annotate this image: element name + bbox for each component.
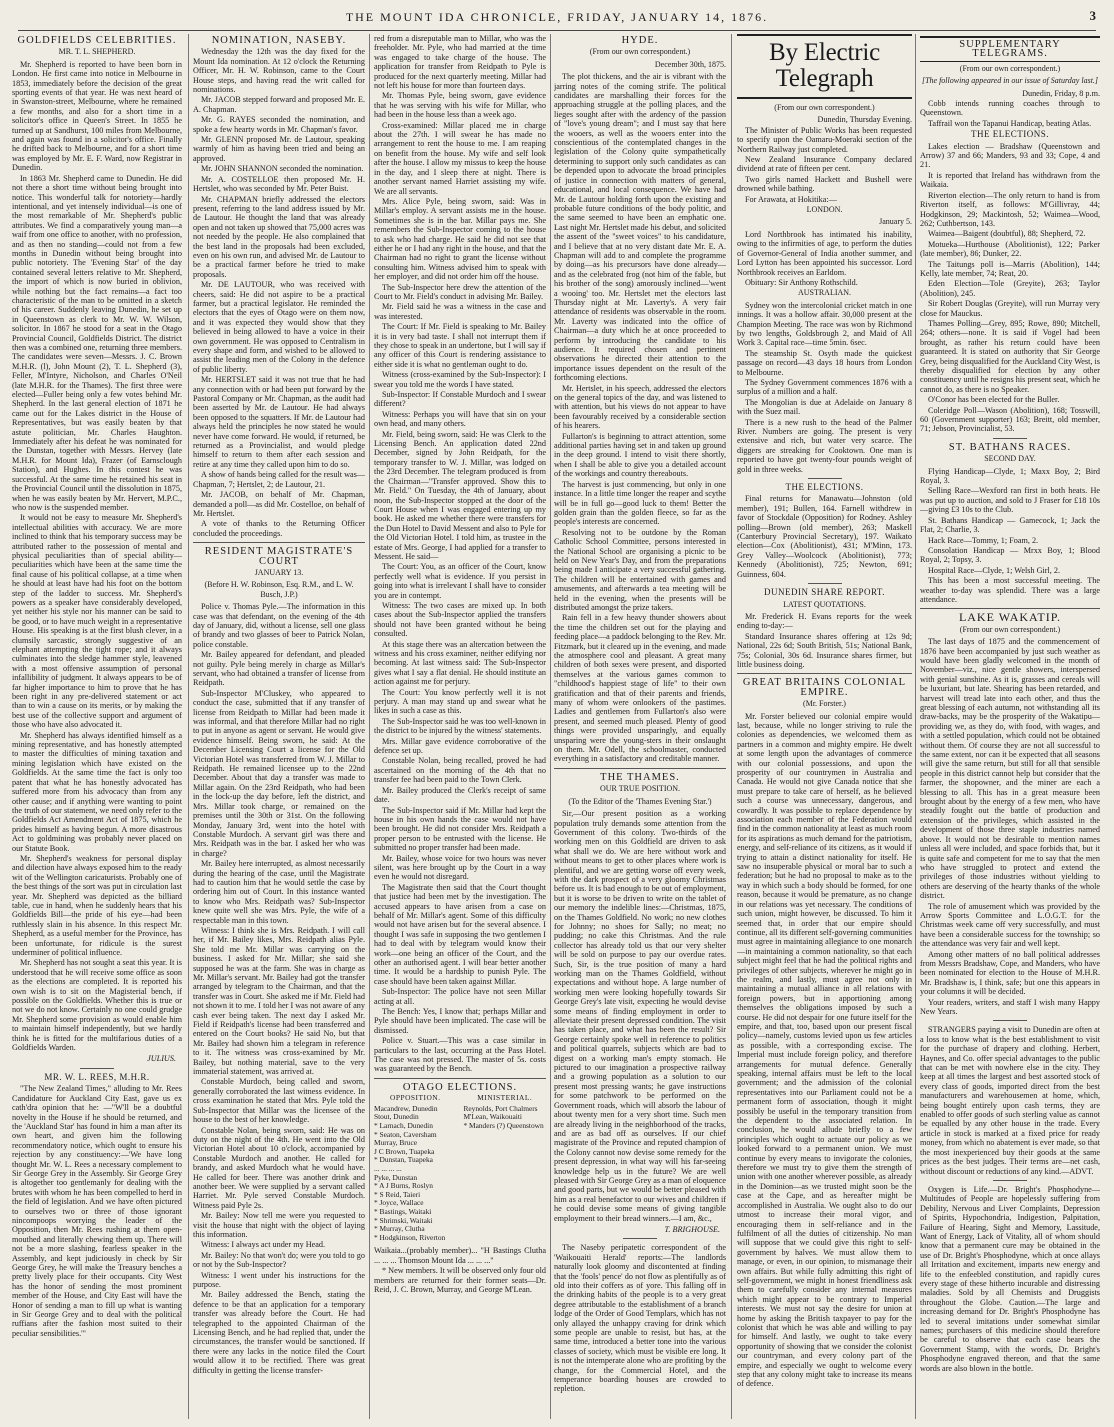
paragraph: The plot thickens, and the air is vibrant with the jarring notes of the coming strife. The political candidates are marshalling their forces for the approaching struggle at the polling places, and the lieges sought after with the ardency of the passion of "love's young dream"; and I must say that here the wooers, as well as the wooers enter into the conscientious of the contemplated changes in the legislation of the Colony quite sympathetically determining to support only such candidates as can be depended upon to advocate the broad principles of justice in connection with matters of general, educational, and local consequence. We have had Mr. de Lautour holding forth upon the existing and probable future conditions of the body politic, and the same seemed to have been an emphatic one. Last night Mr. Hertslet made his debut, and solicited the assent of the "sweet voices" to his candidature, and I believe that at no very distant date Mr. E. A. Chapman will add to and complete the programme by doing—as his precursors have done already—and as the celebrated frog (not him of the fable, but his brother of the song) amorously inclined—'went a wooing' too. Mr. Hertslet met the electors last Thursday night at Mr. Laverty's. A very fair attendance of residents was observable in the room. Mr. Laverty was indicated into the office of Chairman—a duty which he at once proceeded to perform by introducing the candidate to his audience. It required chosen and pertinent observations he directed their attention to the importance issues dependent on the result of the forthcoming elections. bbox=[554, 72, 726, 383]
divider bbox=[80, 1068, 114, 1069]
table-header: OPPOSITION. bbox=[390, 1093, 441, 1103]
article-subheading: LATEST QUOTATIONS. bbox=[783, 599, 866, 609]
paragraph: Sir Robert Douglas (Greyite), will run Murray very close for Mauckus. bbox=[920, 299, 1100, 318]
paragraph: Mr. JACOB stepped forward and proposed Mr. E. A. Chapman. bbox=[193, 95, 365, 114]
paragraph: St. Bathans Handicap — Gamecock, 1; Jack the Flat, 2; Charlie, 3. bbox=[920, 515, 1100, 535]
paragraph: Mr. Bailey appeared for defendant, and pleaded not guilty. Pyle being merely in charge as Millar's servant, who had obtained a transfer of license from Reidpath. bbox=[193, 650, 365, 688]
paragraph: The Sub-Inspector said if Mr. Millar had kept the house in his own hands the case would not have been brought. He did not consider Mrs. Reidpath a proper person to be entrusted with the license. He submitted no proper transfer had been made. bbox=[374, 805, 546, 853]
article-source: (From our own correspondent.) bbox=[959, 624, 1061, 634]
paragraph: Fullarton's is beginning to attract attention, some additional parties having set in and taken up ground in the deep ground. I intend to visit there shortly, when I shall be able to give you a detailed account of the workings and country thereabouts. bbox=[554, 431, 726, 479]
paragraph: The Naseby peripatetic correspondent of the 'Waikouaiti Herald' reports:—The landlords naturally look gloomy and discontented at finding that the 'fools' pence' do not flow as plentifully as of old into their coffers as of yore. This falling off in the drinking habits of the people is to a very great degree attributable to the establishment of a branch lodge of the Order of Good Templars, which has not only allayed the unhappy craving for drink which some people are unable to resist, but has, at the same time, introduced a better tone into the various classes of society, which must be visible ere long. It is not the intemperate alone who are profiting by the change, for the Commercial Hotel, and the temperance boarding houses are crowded to repletion. bbox=[554, 1243, 726, 1394]
table-row: * A J Burns, Roslyn bbox=[374, 1181, 433, 1191]
article-heading-hyde: HYDE. bbox=[621, 35, 659, 46]
table-header: MINISTERIAL. bbox=[477, 1093, 533, 1103]
paragraph: Lord Northbrook has intimated his inability, owing to the infirmities of age, to perform the duties of Governor-General of India another summer, and Lord Lytton has been appointed his successor. Lord Northbrook receives an Earldom. bbox=[737, 229, 912, 277]
article-subheading: (To the Editor of the 'Thames Evening Star.') bbox=[568, 796, 712, 806]
table-row: * Hodgkinson, Riverton bbox=[374, 1232, 446, 1242]
divider bbox=[374, 1078, 546, 1079]
paragraph: Selling Race—Wexford ran first in both heats. He was put up to auction, and sold to J Fraser for £18 10s—giving £3 10s to the Club. bbox=[920, 486, 1100, 515]
divider bbox=[993, 438, 1027, 439]
paragraph: Constable Nolan, being recalled, proved he had ascertained on the morning of the 4th that no transfer fee had been paid to the Town Clerk. bbox=[374, 756, 546, 785]
column-divider bbox=[550, 34, 551, 1419]
paragraph: The harvest is just commencing, but only in one instance. In a little time longer the reaper and scythe will be in full go—good luck to them! Better the golden grain than the golden fleece, so far as the people's interests are concerned. bbox=[554, 479, 726, 527]
article-heading-goldfields: GOLDFIELDS CELEBRITIES. bbox=[17, 35, 177, 46]
newspaper-title: THE MOUNT IDA CHRONICLE, FRIDAY, JANUARY 14, 1876. bbox=[345, 10, 769, 24]
paragraph: Motueka—Hurthouse (Abolitionist), 122; Parker (late member), 86; Dunker, 22. bbox=[920, 239, 1100, 259]
article-source: (From our own correspondent.) bbox=[589, 47, 691, 57]
paragraph: The Sydney Government commences 1876 with a surplus of a million and a half. bbox=[737, 377, 912, 397]
paragraph: Mr. Shepherd has not sought a seat this year. It is understood that he will receive some office as soon as the elections are completed. It is reported his own wish is to sit on the Magisterial bench, if possible on the Goldfields. Whether this is true or not we do not know. Certainly no one could grudge Mr. Shepherd some provision as would enable him to maintain himself independently, but we hardly think he is fitted for the multifarious duties of a Goldfields Warden. bbox=[12, 958, 182, 1053]
paragraph: red from a disreputable man to Millar, who was the freeholder. Mr. Pyle, who had married at the time was engaged to take charge of the house. The application for transfer from Reidpath to Pyle is produced for the next quarterly meeting. Millar had not left his house for more than fourteen days. bbox=[374, 34, 546, 91]
table-row: Pyke, Dunstan bbox=[374, 1172, 418, 1182]
paragraph: O'Conor has been elected for the Buller. bbox=[928, 395, 1060, 405]
article-date: JANUARY 13. bbox=[254, 567, 304, 577]
paragraph: Mr. HERTSLET said it was not true that he had any connection with or had been put forward by the Pastoral Company or Mr. Chapman, as the audit had been asserted by Mr. de Lautour. He had always been opposed to the squatters. If Mr. de Lautour had always held the principles he now stated he would never have come forward. He would, if returned, be returned as a Provincialist, and would pledge himself to return to them after each session and retire at any time they called upon him to do so. bbox=[193, 375, 365, 469]
paragraph: Mr. GLENN proposed Mr. de Lautour, speaking warmly of him as having been tried and being an approved. bbox=[193, 135, 365, 163]
paragraph: Sub-Inspector: The police have not seen Millar acting at all. bbox=[374, 987, 546, 1006]
column-5 bbox=[737, 34, 912, 1419]
paragraph: Hospital Race—Clyde, 1; Welsh Girl, 2. bbox=[928, 565, 1060, 575]
table-row: * Larnach, Dunedin bbox=[374, 1121, 433, 1131]
paragraph: Mr. Hertslet, in his speech, addressed the electors on the general topics of the day, and was listened to with attention, but his views do not appear to have been favourably received by a considerable section of his hearers. bbox=[554, 383, 726, 431]
opposition-column bbox=[374, 1094, 457, 1242]
paragraph: Constable Murdoch, being called and sworn, generally corroborated the last witness evidence. In cross examination he stated that Mrs. Pyle told the Sub-Inspector that Millar was the licensee of the house to the best of her knowledge. bbox=[193, 1077, 365, 1125]
paragraph: Waimea—Baigent (doubtful), 88; Shepherd, 72. bbox=[928, 229, 1086, 239]
table-row: Reynolds, Port Chalmers bbox=[463, 1103, 538, 1113]
article-subheading: OUR TRUE POSITION. bbox=[599, 784, 681, 794]
section-label-london: LONDON. bbox=[806, 205, 843, 215]
paragraph: Sub-Inspector M'Cluskey, who appeared to conduct the case, submitted that if any transfer of license from Reidpath to Millar had been made it was informal, and that therefore Millar had no right to put in anyone as agent or servant. He would give evidence himself. Being sworn, he said: At the December Licensing Court a license for the Old Victorian Hotel was transferred from W. J. Millar to Reidpath. He remained licensee up to the 22nd December. About that day a transfer was made to Millar again. On the 23rd Reidpath, who had been in the lock-up the day before, left the district, and Mrs. Millar took charge, or remained on the premises until the 30th or 31st. On the following Monday, January 3rd, went into the hotel with Constable Murdoch. A servant girl was there and Mrs. Reidpath was in the bar. I asked her who was in charge? bbox=[193, 688, 365, 858]
paragraph: Witness: The two cases are mixed up. In both cases about the Sub-Inspector applied the transfers should not have been granted without he being consulted. bbox=[374, 600, 546, 639]
paragraph: Mr. Bailey, whose voice for two hours was never silent, was here brought up by the Court in a way even he would not disregard. bbox=[374, 853, 546, 882]
paragraph: Mr. JACOB, on behalf of Mr. Chapman, demanded a poll—as did Mr. Costelloe, on behalf of Mr. Hertslet. bbox=[193, 490, 365, 518]
column-1 bbox=[12, 34, 182, 1419]
divider bbox=[920, 608, 1100, 609]
paragraph: Mr. Bailey addressed the Bench, stating the defence to be that an application for a temporary transfer was already before the Court. He had telegraphed to the appointed Chairman of the Licensing Bench, and he had replied that, under the circumstances, the transfer would be sanctioned. If there were any lacks in the notice filed the Court would allow it to be rectified. There was great difficulty in getting the license transfer- bbox=[193, 1290, 365, 1375]
divider bbox=[993, 1020, 1027, 1021]
paragraph: Coleridge Poll—Wason (Abolition), 168; Tosswill, 60 (Government supporter) 163; Breitt, old member, 71; Jebson, Provincialist, 53. bbox=[920, 405, 1100, 434]
paragraph: Resolving not to be outdone by the Roman Catholic School Committee, persons interested in the National School are organising a picnic to be held on New Year's Day, and from the preparations being made I anticipate a very successful gathering. The children will be entertained with games and amusements, and afterwards a tea meeting will be held in the evening, when the presents will be distributed amongst the prize takers. bbox=[554, 527, 726, 612]
table-note: * New members. It will be observed only four old members are returned for their former seats—Dr. Reid, J. C. Brown, Murray, and George M'Lean. bbox=[374, 1266, 546, 1294]
table-row: * Murray, Clutha bbox=[374, 1224, 425, 1234]
paragraph: Mr. A. COSTELLOE then proposed Mr. H. Hertslet, who was seconded by Mr. Peter Buist. bbox=[193, 174, 365, 194]
article-note: [The following appeared in our issue of Saturday last.] bbox=[921, 76, 1099, 86]
paragraph: Sir,—Our present position as a working population truly demands some attention from the Government of this colony. Two-thirds of the working men on this Goldfield are driven to ask what shall we do. We are here without work and without means to get to other places where work is plentiful, and we are getting worse off every week, with the dark prospect of a very gloomy Christmas before us. It is bad enough to be out of employment, but it is worse to be driven to write on the tablet of our memory the indelible lines:—Christmas, 1875, on the Thames Goldfield. No work; no new clothes for Johnny; no shoes for Sally; no meat; no pudding; no cake this Christmas. And the rule collector has already told us that our very shelter will be sold on purpose to pay our overdue rates. Such, Sir, is the true position of many a hard working man on the Thames Goldfield, without expectations and without hope. A large number of working men were looking hopefully towards Sir George Grey's late visit, expecting he would devise some means of finding employment in order to alleviate their present depressed condition. The visit has taken place, and what has been the result? Sir George certainly spoke well in reference to politics and political quarrels, subjects which are bad to digest on a working man's empty stomach. He pictured to our imagination a prospective railway and a growing population as a solution to our present most pressing wants; he gave instructions for some patchwork to be performed on the Government roads, which will absorb the labour of about twenty men for a very short time. Such men are already living in the neighborhood of the tracks, and are as bad off as ourselves. If our chief magistrate of the Province and reputed champion of the Colony cannot now devise some remedy for the present depression, in what way will his far-seeing knowledge help us in the future? We are well pleased with Sir George Grey as a man of eloquence and good parts, but we would be better pleased with him as a real benefactor to our wives and children if he could devise some means of giving tangible employment to their bread winners.—I am, &c., bbox=[554, 809, 726, 1223]
article-heading-nomination: NOMINATION, NASEBY. bbox=[211, 35, 347, 46]
table-row: M'Lean, Waikouaiti bbox=[463, 1112, 522, 1122]
paragraph: Riverton election—The only return to hand is from Riverton itself, as follows: M'Gillivray, 44; Hodgkinson, 29; Mackintosh, 52; Waimea—Wood, 262; Cuthbertson, 143. bbox=[920, 190, 1100, 228]
paragraph: There is a new rush to the head of the Palmer River. Numbers are going. The present is very extensive and rich, but water very scarce. The diggers are streaking for Cooktown. One man is reported to have got twenty-four pounds weight of gold in three weeks. bbox=[737, 417, 912, 474]
paragraph: Lakes election — Bradshaw (Queenstown and Arrow) 37 and 66; Manders, 93 and 33; Cope, 4 and 21. bbox=[920, 141, 1100, 170]
paragraph: Mr. CHAPMAN briefly addressed the electors present, referring to the land address issued by Mr. de Lautour. He thought the land that was already open and not taken up showed that 75,000 acres was not needed by the people. He also complained that the best land in the proposals had been excluded, even on his own run, and advised Mr. de Lautour to be a practical farmer before he tried to make proposals. bbox=[193, 194, 365, 279]
paragraph: The Minister of Public Works has been requested to specify upon the Oamaru-Moeraki section of the Northern Railway just completed. bbox=[737, 125, 912, 154]
article-heading-share-report: DUNEDIN SHARE REPORT. bbox=[763, 587, 886, 598]
paragraph: Police v. Thomas Pyle.—The information in this case was that defendant, on the evening of the 4th day of January, did, without a license, sell one glass of brandy and two glasses of beer to Patrick Nolan, police constable. bbox=[193, 602, 365, 649]
dateline: Dunedin, Thursday Evening. bbox=[817, 115, 912, 125]
paragraph: It would not be easy to measure Mr. Shepherd's intellectual abilities with accuracy. We are more inclined to think that his temporary success may be attributed rather to the possession of mental and physical peculiarities than of special ability—peculiarities which have been at the same time the final cause of his political collapse, at a time when he should at least have had his foot on the bottom step of the ladder to success. Mr. Shepherd's powers as a speaker have considerably developed, yet neither his style nor his manner can be said to be good, or to have much weight in a representative House. His speaking is at the first blush clever, in a clumsily sarcastic, strongly suggestive of an elephant attempting the tight rope; and it always culminates into the sledge hammer style, leavened with a most offensive assumption of personal infallibility of judgment. It always appears to be of far higher importance to him to prove that he has been right in any pre-delivered statement or act than to win a cause on its merits, or by making the best use of the collective support and argument of those who have also advocated it. bbox=[12, 513, 182, 730]
table-row: * Seaton, Caversham bbox=[374, 1129, 437, 1139]
paragraph: Witness: I think she is Mrs. Reidpath. I will call her, if Mr. Bailey likes, Mrs. Reidpath alias Pyle. She told me Mr. Millar was carrying on the business. I asked for Mr. Millar; she said she supposed he was at the farm. She was in charge as Mr. Millar's servant. Mr. Bailey had got the transfer arranged by telegram to the Chairman, and that the transfer was in Court. She asked me if Mr. Field had not shown it to me. I told her I was not aware of any cash ever being taken. The next day I asked Mr. Field if Reidpath's license had been transferred and entered on the Court books? He said No, but that Mr. Bailey had shown him a telegram in reference to it. The witness was cross-examined by Mr. Bailey, but nothing material, save to the very immaterial statement, was arrived at. bbox=[193, 925, 365, 1077]
table-row: Stout, Dunedin bbox=[374, 1112, 419, 1122]
paragraph: Flying Handicap—Clyde, 1; Maxx Boy, 2; Bird Royal, 3. bbox=[920, 466, 1100, 486]
table-row: * Manders (?) Queenstown bbox=[463, 1121, 544, 1131]
column-divider bbox=[188, 34, 189, 1419]
paragraph: Mr. JOHN SHANNON seconded the nomination. bbox=[201, 164, 364, 174]
paragraph: Mr. G. RAYES seconded the nomination, and spoke a few hearty words in Mr. Chapman's favor. bbox=[193, 115, 365, 134]
paragraph: Mr. Bailey produced the Clerk's receipt of same date. bbox=[374, 785, 546, 805]
paragraph: A vote of thanks to the Returning Officer concluded the proceedings. bbox=[193, 519, 365, 538]
divider bbox=[193, 542, 365, 543]
paragraph: Obituary: Sir Anthony Rothschild. bbox=[745, 277, 858, 287]
paragraph: The steamship St. Osyth made the quickest passage on record—43 days 18 hours from London to Melbourne. bbox=[737, 348, 912, 377]
column-4 bbox=[554, 34, 726, 1419]
paragraph: Thames Polling—Grey, 895; Rowe, 890; Mitchell, 264; others—none. It is said if Vogel had been brought, as rather his return could have been guaranteed. It is stated on authority that Sir George Grey, being disqualified for the Auckland City West, is thereby disqualified for election by any other constituency until he resigns his present seat, which he cannot do, as there is no Speaker. bbox=[920, 318, 1100, 394]
paragraph: The Sub-Inspector here drew the attention of the Court to Mr. Field's conduct in advising Mr. Bailey. bbox=[374, 282, 546, 301]
paragraph: Mrs. Millar gave evidence corroborative of the defence set up. bbox=[374, 736, 546, 756]
paragraph: The role of amusement which was provided by the Arrow Sports Committee and L.O.G.T. for the Christmas week came off very successfully, and must have been a considerable success for the township; so the attendance was very fair and well kept. bbox=[920, 901, 1100, 949]
paragraph: At this stage there was an altercation between the witness and his cross examiner, neither edifying nor becoming. At last witness said: The Sub-Inspector gives what I say a flat denial. He should institute an action against me for perjury. bbox=[374, 639, 546, 687]
signature: JULIUS. bbox=[147, 1054, 176, 1064]
paragraph: Your readers, writers, and staff I wish many Happy New Years. bbox=[920, 997, 1100, 1016]
column-2 bbox=[193, 34, 365, 1419]
paragraph: Witness: I went under his instructions for the purpose. bbox=[193, 1270, 365, 1289]
paragraph: The Court: If Mr. Field is speaking to Mr. Bailey it is in very bad taste. I shall not interrupt them if they chose to speak in an undertone, but I will say if any officer of this Court is rendering assistance to either side it is what no gentleman ought to do. bbox=[374, 322, 546, 369]
article-heading-elections: THE ELECTIONS. bbox=[971, 129, 1049, 140]
paragraph: Mr. Bailey here interrupted, as almost necessarily during the hearing of the case, until the Magistrate had to caution him that he would settle the case by ordering him out of Court. In this instance wanted to know who Mrs. Reidpath was? Sub-Inspector knew quite well she was Mrs. Pyle, the wife of a respectable man in this town. bbox=[193, 859, 365, 925]
paragraph: The Court: You know perfectly well it is not perjury. A man may stand up and swear what he likes in such a case as this. bbox=[374, 687, 546, 716]
paragraph: Mr. Bailey: Now tell me were you requested to visit the house that night with the object of laying this information. bbox=[193, 1211, 365, 1239]
paragraph: A show of hands being called for the result was—Chapman, 7; Hertslet, 2; de Lautour, 21. bbox=[193, 470, 365, 489]
paragraph: The Taitungs poll is—Marris (Abolition), 144; Kelly, late member, 74; Reat, 20. bbox=[920, 259, 1100, 278]
paragraph: Final returns for Manawatu—Johnston (old member), 191; Bullen, 164. Farnell withdrew in favor of Stockdale (Opposition) for Rodney. Ashley polling—Brown (old member), 263; Maskell (Canterbury Provincial Secretary), 197. Waikato election—Cox (Abolitionist), 431; M'Minn, 173. Grey Valley—Woolcock (Abolitionist), 773; Kennedy (Abolitionist), 725; Newton, 691; Guinness, 604. bbox=[737, 494, 912, 579]
paragraph: It is reported that Ireland has withdrawn from the Waikaia. bbox=[920, 170, 1100, 190]
divider bbox=[737, 673, 912, 674]
paragraph: Constable Nolan, being sworn, said: He was on duty on the night of the 4th. He went into the Old Victorian Hotel about 10 o'clock, accompanied by Constable Murdoch and another. He called for brandy, and asked Murdoch what he would have. He called for beer. There was another drink and another beer. We were supplied by a servant called Harriet. Mr. Pyle served Constable Murdoch. Witness paid Pyle 2s. bbox=[193, 1125, 365, 1210]
paragraph: Rain fell in a few heavy thunder showers about the time the children set out for the playing and feeding place—a paddock belonging to the Rev. Mr. Fitzmark, but it cleared up in the evening, and made the atmosphere cool and pleasant. A great many children of both sexes were present, and disported themselves at the various games common to "childhood's happiest stage of life" to their own gratification and that of their parents and friends, many of whom were onlookers of the pastimes. Ladies and gentlemen from Fullarton's also were present, and seemed much pleased. Plenty of good things were provided unsparingly, and equally unsparing were the young-sters in their onslaught on them. Mr. Odell, the schoolmaster, conducted everything in a satisfactory and creditable manner. bbox=[554, 613, 726, 764]
paragraph: Witness: I always act under my Head. bbox=[201, 1240, 326, 1250]
paragraph: "The New Zealand Times," alluding to Mr. Rees Candidature for Auckland City East, gave us ex cath'dra opinion that he: —"W'll be a doubtful novelty in the House if he should be returned, and the 'Auckland Star' has found in him a man after its own heart, and given him the following recommendatory notice, which ought to ensure his rejection by any constituency:—'We have long thought Mr. W. L. Rees a necessary complement to Sir George Grey in the Assembly. Sir George Grey is altogether too gentlemanly for dealing with the brutes with whom he has been compelled to herd in the field of legislation. And we have often pictured to ourselves two or three of those ignorant nincompoops worrying the leader of the Opposition, then Mr. Rees rushing at them open-mouthed and literally chewing them up. There will not be a more slashing, fearless speaker in the Assembly, and kept judiciously in check by Sir George Grey, he will make the Treasury benches a pretty lively place for their occupants. City West has the honor of sending the most prominent member of the House, and City East will have the Honor of sending a man to fill up what is wanting in Sir George Grey and to deal with the political ruffians after the fashion most suited to their peculiar sensibilities.'" bbox=[12, 1084, 182, 1338]
article-heading-lake-wakatip: LAKE WAKATIP. bbox=[958, 610, 1062, 625]
article-heading-races: ST. BATHANS RACES. bbox=[948, 441, 1072, 453]
paragraph: Consolation Handicap — Mrxx Boy, 1; Blood Royal, 2; Topsy, 3. bbox=[920, 545, 1100, 565]
paragraph: Among other matters of no ball political addresses from Messrs Bradshaw, Cope, and Manders, who have been nominated for election to the House of M.H.R. Mr. Bradshaw is, I think, safe; but one this appears in your columns it will be decided. bbox=[920, 949, 1100, 997]
paragraph: Taffrail won the Tapanui Handicap, beating Atlas. bbox=[928, 118, 1092, 128]
paragraph: Mr. Shepherd's weakness for personal display and dilection have always exposed him to the ready wit of the Wellington caricaturists. Probably one of the best things of the sort was put in circulation last year. Mr. Shepherd was depicted as the billiard table, cue in hand, when he suddenly hears that his Goldfields Bill—the pride of his eye—had been ruthlessly slain in his absence. In this respect Mr. Shepherd, as a useful member for the Province, has been unfortunate, for ridicule is the surest underminer of political influence. bbox=[12, 853, 182, 957]
paragraph: This has been a most successful meeting. The weather to-day was splendid. There was a large attendance. bbox=[920, 576, 1100, 604]
paragraph: Mr. DE LAUTOUR, who was received with cheers, said: He did not aspire to be a practical farmer, but a practical legislator. He reminded the electors that the eyes of Otago were on them now, and it was expected they would show that they believed in being allowed to have a voice in their own government. He was opposed to Centralism in every shape and form, and wished to be allowed to assist the leading men of the Colony in the defence of public liberty. bbox=[193, 280, 365, 374]
paragraph: The Sub-Inspector said he was too well-known in the district to be injured by the witness' statements. bbox=[374, 716, 546, 736]
paragraph: The last days of 1875 and the commencement of 1876 have been accompanied by just such weather as would have been gladly welcomed in the month of November—viz., nice gentle showers, interspersed with genial sunshine. As it is, grasses and cereals will be luxuriant, but late. Shearing has been retarded, and harvest will tread late into each other, and thus the great blessing of each autumn, not withstanding all its draw-backs, may be the prosperity of the Wakatipu—providing we, as they do, with food, with wages, and with a settled population, which could not be obtained without them. Of course they are not all successful to the same extent, nor can it be expected that all seasons will give the same return, but still for all that sensible people in this district cannot help but consider that the farmer, the shopowner, and the miner are each a blessing to all. This has in a great measure been brought about by the energy of a few men, who have steadily fought out the battle of production and extension of the privileges, which assisted in the development of those three staple industries named above. It would not be desirable to mention names unless all were included, and space forbids that, but it is quite safe and competent for me to say that the men who have struggled to protect and extend the privileges of those industries without yielding to others are deserving of the hearty thanks of the whole district. bbox=[920, 637, 1100, 901]
paragraph: Mr. Field said he was a witness in the case and was interested. bbox=[374, 302, 546, 321]
paragraph: Eden Election—Tole (Greyite), 263; Taylor (Abolition), 245. bbox=[920, 279, 1100, 298]
paragraph: Witness (cross-examined by the Sub-Inspector): I swear you told me the words I have stated. bbox=[374, 370, 546, 389]
table-row: * Joyce, Wallace bbox=[374, 1198, 424, 1208]
table-row: * S Reid, Taieri bbox=[374, 1189, 421, 1199]
paragraph: Sub-Inspector: If Constable Murdoch and I swear different? bbox=[374, 390, 546, 409]
paragraph: Sydney won the intercolonial cricket match in one innings. It was a hollow affair. 30,000 present at the Champion Meeting. The race was won by Richmond by two lengths, Goldsbrough 2, and Maid of All Work 3. Capital race—time 5min. 6sec. bbox=[737, 300, 912, 348]
paragraph: For Arawata, at Hokitika:— bbox=[745, 194, 837, 204]
article-date: January 5. bbox=[879, 217, 912, 227]
divider bbox=[993, 1180, 1027, 1181]
masthead bbox=[18, 8, 1096, 30]
table-row: ... ... ... ... bbox=[374, 1164, 402, 1174]
table-footer: Waikaia...(probably member)... "H Bastings Clutha ... ... ... Thomson Mount Ida ... ... ..." bbox=[374, 1246, 546, 1265]
article-heading-otago-elections: OTAGO ELECTIONS. bbox=[402, 1081, 518, 1093]
column-3 bbox=[374, 34, 546, 1419]
article-subheading: (Mr. Forster.) bbox=[803, 699, 846, 709]
paragraph: Witness: Perhaps you will have that sin on your own head, and many others. bbox=[374, 409, 546, 429]
advertisement: Oxygen is Life.—Dr. Bright's Phosphodyne—Multitudes of People are hopelessly suffering from Debility, Nervous and Liver Complaints, Depression of Spirits, Hypochondria, Indigestion, Palpitation, Failure of Hearing, Sight and Memory, Lassitude, Want of Energy, Lack of Vitality, all of whom should know that a permanent cure may be obtained in the use of Dr. Bright's Phosphodyne, which at once allays all Irritation and excitement, imparts new energy and life to the enfeebled constitution, and rapidly cures every stage of these hitherto incurable and distressing maladies. Sold by all Chemists and Druggists throughout the Globe. Caution.—The large and increasing demand for Dr. Bright's Phosphodyne has led to several imitations under somewhat similar names; purchasers of this medicine should therefore be careful to observe that each case bears the Government Stamp, with the words, Dr. Bright's Phosphodyne engraved thereon, and that the same words are also blown in the bottle. bbox=[920, 1184, 1100, 1373]
article-subheading: SECOND DAY. bbox=[984, 454, 1036, 464]
signature: T. BRIGHOUSE. bbox=[664, 1224, 720, 1234]
section-label-australian: AUSTRALIAN. bbox=[797, 288, 852, 298]
divider bbox=[808, 478, 842, 479]
paragraph: In 1863 Mr. Shepherd came to Dunedin. He did not there a short time without being brought into notice. This wonderful talk for notoriety—hardly intentional, and yet intensely individual—is one of the most remarkable of Mr. Shepherd's public attributes. We find a comparatively young man—a waif from one office to another, with no profession, and as then no standing—could not from a few months in Dunedin without being brought into public notoriety. The 'Evening Star' of the day contained several letters relative to Mr. Shepherd, the import of which is now buried in oblivion, while nothing but the fact remains—a fact too characteristic of the man to be omitted in a sketch of his career. Suddenly leaving Dunedin, he set up in Queenstown as clerk to Mr. W. W. Wilson, solicitor. In 1867 he stood for a seat in the Otago Provincial Council, Goldfields District. The district then was a combined one, returning three members. The candidates were seven—Messrs. J. C. Brown M.H.R. (l), John Mount (2), T. L. Shepherd (3), Feller, M'Intyre, Nicholson, and Charles O'Neil (late M.H.R. for the Thames). The first three were elected—Fuller being only a few votes behind Mr. Shepherd. In the last general election of 1871 he came out for the Lakes district in the House of Representatives, but was easily beaten by that astute politician, Mr. Charles Haughton. Immediately after his defeat he was nominated for the Dunstan, together with Messrs. Hervey (late M.H.R. for Mount Ida), Frazer (of Earnsclough Station), and Hughes. In this contest he was successful. At the same time he retained his seat in the Provincial Council until the dissolution in 1875, when he was easily beaten by Mr. Hervert, M.P.C., who now is the suspended member. bbox=[12, 173, 182, 512]
paragraph: Mr. Shepherd has always identified himself as a mining representative, and has honestly attempted to master the difficulties of mining taxation and mining legislation which have existed on the Goldfields. At the same time the fact is only too patent that what he has honestly advocated has suffered more from his advocacy than from any other cause; and if anything were wanting to point the truth of our statement, we need only refer to the Goldfields Act Amendment Act of 1875, which he prides himself as having begun. A more disastrous Act to goldmining was probably never placed on our Statute Book. bbox=[12, 730, 182, 853]
table-row: * Dunstan, Tuapeka bbox=[374, 1155, 433, 1165]
paragraph: Mr. Shepherd is reported to have been born in London. He first came into notice in Melbourne in 1853, immediately before the decision of the great sporting events of that year. He was next heard of in Swanston-street, Melbourne, where he remained a few months, and also for a short time in a solicitor's office in Queen's Street. In 1855 he turned up at Sandhurst, 100 miles from Melbourne, and again was found in a solicitor's office. Finally he drifted back to Melbourne, and for a short time was employed by Mr. E. F. Ward, now Registrar in Dunedin. bbox=[12, 59, 182, 173]
column-divider bbox=[369, 34, 370, 1419]
paragraph: Standard Insurance shares offering at 12s 9d; National, 22s 6d; South British, 51s; National Bank, 75s; Colonial, 30s 6d. Insurance shares firmer, but little business doing. bbox=[737, 631, 912, 669]
paragraph: Mrs. Alice Pyle, being sworn, said: Was in Millar's employ. A servant assists me in the house. Sometimes she is in the bar. Millar pays me. She remembers the Sub-Inspector coming to the house to ask who had charge. He said he did not see that either he or I had any right in the house, and that the Chairman had no right to grant the license without consulting him. Witness advised him to speak with her employer, and did not order him off the house. bbox=[374, 196, 546, 282]
divider bbox=[623, 1238, 657, 1239]
article-heading-rees: MR. W. L. REES, M.H.R. bbox=[44, 1071, 150, 1082]
paragraph: Hack Race—Tommy, 1; Foam, 2. bbox=[928, 535, 1039, 545]
paragraph: Mr. Thomas Pyle, being sworn, gave evidence that he was serving with his wife for Millar, who had been in the house less than a week ago. bbox=[374, 91, 546, 120]
paragraph: Mr. Bailey: No that won't do; were you told to go or not by the Sub-Inspector? bbox=[193, 1250, 365, 1270]
article-source: (From our own correspondent.) bbox=[959, 63, 1061, 73]
ministerial-column bbox=[463, 1094, 546, 1242]
paragraph: Mr. Field, being sworn, said: He was Clerk to the Licensing Bench. An application dated 22nd December, signed by John Reidpath, for the temporary transfer to W. J. Millar, was lodged on the 23rd December. The telegram produced is from the Chairman—"Transfer approved. Show this to Mr. Field." On Tuesday, the 4th of January, about noon, the Sub-Inspector stopped at the door of the Court House when I was engaged entering up my book. He asked me whether there were transfers for the Dun Hotel to David Messent and also to Pyle for the Old Victorian Hotel. I told him, as trustee in the estate of Mrs. George, I had applied for a transfer to Messent. He said— bbox=[374, 429, 546, 561]
paragraph: Wednesday the 12th was the day fixed for the Mount Ida nomination. At 12 o'clock the Returning Officer, Mr. H. W. Robinson, came to the Court House steps, and having read the writ called for nominations. bbox=[193, 47, 365, 95]
table-row: J C Brown, Tuapeka bbox=[374, 1146, 435, 1156]
article-subheading: (Before H. W. Robinson, Esq. R.M., and L. W. Busch, J.P.) bbox=[204, 580, 354, 599]
electric-telegraph-banner: By Electric Telegraph bbox=[737, 34, 912, 99]
paragraph: The Mongolian is due at Adelaide on January 8 with the Suez mail. bbox=[737, 397, 912, 417]
paragraph: The Bench: Yes, I know that; perhaps Millar and Pyle should have been implicated. The case will be dismissed. bbox=[374, 1007, 546, 1035]
divider bbox=[554, 768, 726, 769]
paragraph: Cross-examined: Millar placed me in charge about the 27th. I will swear he has made no arrangement to rent the house to me. I am reaping on benefit from the house. My wife and self look after the house. I allow my missus to keep the house in the day, and I sleep there at night. There is another servant named Harriet assisting my wife. We are all servants. bbox=[374, 120, 546, 196]
table-row: * Shrimski, Waitaki bbox=[374, 1215, 433, 1225]
article-heading-elections: THE ELECTIONS. bbox=[785, 482, 864, 493]
divider bbox=[808, 583, 842, 584]
column-6 bbox=[920, 34, 1100, 1419]
page-number: 3 bbox=[1089, 8, 1096, 23]
masthead-rule bbox=[18, 30, 1096, 31]
column-divider bbox=[915, 34, 916, 1419]
paragraph: Mr. Forster believed our colonial empire would last, because, while no longer striving to rule the colonies as dependencies, we welcomed them as partners in a common and mighty empire. He dwelt at some length upon the advantages of commerce with our colonial possessions, and upon the prosperity of our countrymen in Australia and Canada. He would not give Canada notice that she must prepare to take care of herself, as he believed such a course was unnecessary, dangerous, and cowardly. It was possible to replace dependence by association each member of the Federation would find in the common nationality at least as much room for its aspirations as much demand for the patriotism, energy, and self-reliance of its citizens, as it would if trying to attain a distinct nationality for itself. He saw no insuperable physical or moral bar to such a federation; but he had no proposal to make as to the way in which such a body should be formed, for one reason, because it would be premature, as no change in our relations was yet necessary. The conditions of such union, might however, be discussed. To him it seemed that, in order that our empire should continue, all its different self-governing communities must agree in maintaining allegiance to one monarch—in maintaining a common nationality, so that each subject might feel that he had the political rights and privileges of other subjects, wherever he might go in the realm, and lastly, must agree not only in maintaining a mutual alliance in all relations with foreign powers, but in apportioning among themselves the obligations imposed by such a course. He did not despair for one future itself for the empire, and that, too, based upon our present fiscal policy—namely, customs levied upon us few articles as possible, with a corresponding excise. The Imperial must include foreign policy, and therefore arrangements for mutual defence. Generally speaking, internal affairs must be left to the local government; and the admission of the colonial representatives into our Parliament could not be a permanent form of association, though it might possibly be useful in the temporary transition from the dependent to the associated relation. In conclusion, he would allude briefly to a few principles which ought to actuate our policy as we looked forward to a permanent union. We must continue by every means to invigorate the colonies, therefore we must try to give them the strength of union with one another wherever possible, as already in the Dominion—as we trusted might soon be the case at the Cape, and as hereafter might be accomplished in Australia. We ought also to do our utmost to increase their moral vigor, and encouraging them in self-reliance and in the fulfilment of all the duties of citizenship. No man will suppose that we could give this right to self-government by halves. We must allow them to manage, or even, in our opinion, to mismanage their own affairs. But while fully admitting this right of self-government, we might in honest friendliness ask them to carefully consider any internal measures which might appear to be contrary to Imperial interests. We must not say the desire for union at home by asking the British taxpayer to pay for the colonist that which he was able and willing to pay for himself. And lastly, we ought to take every opportunity of showing that we consider the colonist our countryman, and every colony part of the empire, and especially we ought to welcome every step that any colony might take to increase its means of defence. bbox=[737, 711, 912, 1389]
article-heading-thames: THE THAMES. bbox=[600, 771, 680, 783]
column-divider bbox=[731, 34, 732, 1419]
article-date: December 30th, 1875. bbox=[654, 59, 726, 69]
article-source: (From our own correspondent.) bbox=[774, 103, 875, 112]
article-subheading: MR. T. L. SHEPHERD. bbox=[58, 47, 136, 57]
table-row: * Bastings, Waitaki bbox=[374, 1207, 432, 1216]
article-heading-court: RESIDENT MAGISTRATE'S COURT bbox=[204, 546, 354, 567]
paragraph: New Zealand Insurance Company declared dividend at rate of fifteen per cent. bbox=[737, 155, 912, 174]
paragraph: The Magistrate then said that the Court thought that justice had been met by the investigation. The accused appears to have arisen from a case on behalf of Mr. Millar's agent. Some of this difficulty would not have arisen but for the several absence. I thought I was safe in supposing the two gentlemen I had to deal with by telegram would know their work—one being an officer of the Court, and the other an authorised agent. I will bear better another time. It would be a hardship to punish Pyle. The case should have been taken against Millar. bbox=[374, 882, 546, 986]
advertisement: STRANGERS paying a visit to Dunedin are often at a loss to know what is the best establishment to visit for the purchase of drapery and clothing. Herbert, Haynes, and Co. offer special advantages to the public that can be met with nowhere else in the city. They keep at all times the largest and best assorted stock of every class of goods, imported direct from the best manufacturers and warehousemen at home, which, being bought entirely upon cash terms, they are enabled to offer goods of such sterling value as cannot be equalled by any other house in the trade. Every article in stock is marked at a fixed price for ready money, from which no abatement is ever made, so that the most inexperienced buy their goods at the same prices as the best judges. Their terms are—net cash, without discount or reductions of any kind.—ADVT. bbox=[920, 1025, 1100, 1176]
article-heading-colonial-empire: GREAT BRITAINS COLONIAL EMPIRE. bbox=[742, 677, 907, 698]
paragraph: Cobb intends running coaches through to Queenstown. bbox=[920, 99, 1100, 118]
paragraph: Two girls named Hackett and Bushell were drowned while bathing. bbox=[737, 174, 912, 194]
dateline: Dunedin, Friday, 8 p.m. bbox=[1022, 88, 1100, 98]
article-heading-supplementary: SUPPLEMENTARY TELEGRAMS. bbox=[920, 36, 1100, 62]
elections-table bbox=[374, 1094, 546, 1242]
table-row: Murray, Bruce bbox=[374, 1138, 418, 1148]
paragraph: Police v. Stuart.—This was a case similar in particulars to the last, occurring at the Pass Hotel. The case was not pressed. The master of 5s. costs was guaranteed by the Bench. bbox=[374, 1036, 546, 1074]
table-row: Macandrew, Dunedin bbox=[374, 1103, 438, 1113]
paragraph: The Court: You, as an officer of the Court, know perfectly well what is evidence. If you persist in going into what is irrelevant I shall have to consider you are in contempt. bbox=[374, 562, 546, 600]
paragraph: Mr. Frederick H. Evans reports for the week ending to-day:— bbox=[737, 611, 912, 631]
